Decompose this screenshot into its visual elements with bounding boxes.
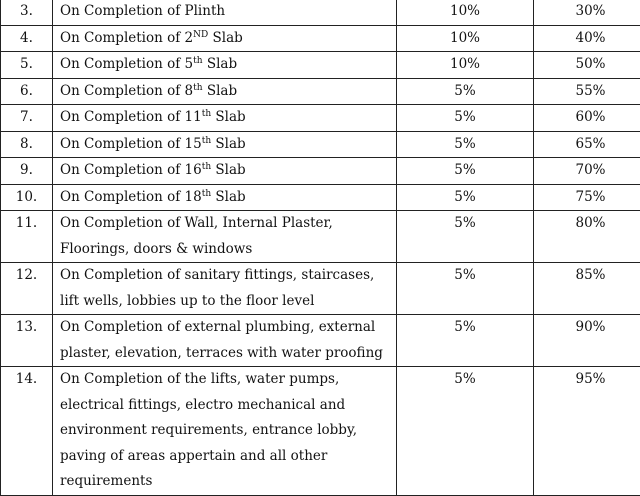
stage-text-main: On Completion of 11 — [60, 109, 202, 125]
stage-description — [53, 105, 397, 132]
row-number: 3. — [1, 0, 53, 25]
row-number: 10. — [1, 184, 53, 211]
stage-text-main: paving of areas appertain and all other — [60, 448, 327, 464]
row-number: 4. — [1, 25, 53, 52]
stage-text-main: electrical fittings, electro mechanical and — [60, 397, 345, 413]
stage-text-main: On Completion of 16 — [60, 162, 202, 178]
stage-text-main: On Completion of Wall, Internal Plaster, — [60, 215, 333, 231]
stage-text-main: On Completion of the lifts, water pumps, — [60, 371, 339, 387]
stage-line — [60, 367, 396, 393]
row-number: 13. — [1, 315, 53, 367]
table-row — [1, 25, 640, 52]
stage-line — [60, 289, 396, 315]
stage-description — [53, 315, 397, 367]
stage-description — [53, 0, 397, 25]
stage-text-rest: Slab — [208, 30, 243, 46]
table-row — [1, 184, 640, 211]
stage-text-sup: th — [193, 56, 202, 66]
stage-text-rest: Slab — [203, 56, 238, 72]
cumulative-percent: 75% — [534, 184, 640, 211]
table-row — [1, 52, 640, 79]
table-row — [1, 367, 640, 496]
stage-line — [60, 315, 396, 341]
stage-description — [53, 184, 397, 211]
installment-percent: 5% — [397, 158, 534, 185]
row-number: 14. — [1, 367, 53, 496]
stage-text-main: On Completion of sanitary fittings, staircases, — [60, 267, 374, 283]
stage-line — [60, 185, 396, 211]
stage-text-main: On Completion of external plumbing, external — [60, 319, 375, 335]
installment-percent: 10% — [397, 0, 534, 25]
stage-text-main: On Completion of 18 — [60, 189, 202, 205]
stage-line — [60, 418, 396, 444]
stage-text-sup: th — [202, 109, 211, 119]
stage-line — [60, 469, 396, 495]
table-row — [1, 315, 640, 367]
installment-percent: 10% — [397, 52, 534, 79]
stage-line — [60, 211, 396, 237]
row-number: 11. — [1, 211, 53, 263]
table-row — [1, 211, 640, 263]
stage-text-rest: Slab — [211, 136, 246, 152]
stage-line — [60, 79, 396, 105]
table-row — [1, 0, 640, 25]
stage-text-sup: th — [202, 162, 211, 172]
installment-percent: 5% — [397, 367, 534, 496]
stage-line — [60, 341, 396, 367]
stage-description — [53, 52, 397, 79]
stage-line — [60, 393, 396, 419]
stage-description — [53, 263, 397, 315]
cumulative-percent: 50% — [534, 52, 640, 79]
installment-percent: 5% — [397, 78, 534, 105]
stage-text-rest: Slab — [211, 189, 246, 205]
cumulative-percent: 65% — [534, 131, 640, 158]
stage-line — [60, 158, 396, 184]
stage-text-rest: Slab — [211, 162, 246, 178]
payment-schedule-body — [1, 0, 640, 495]
table-row — [1, 78, 640, 105]
cumulative-percent: 70% — [534, 158, 640, 185]
stage-text-main: On Completion of 15 — [60, 136, 202, 152]
stage-text-sup: ND — [193, 30, 208, 40]
stage-line — [60, 237, 396, 263]
stage-line — [60, 105, 396, 131]
stage-text-main: requirements — [60, 473, 152, 489]
stage-text-main: plaster, elevation, terraces with water proofing — [60, 345, 383, 361]
table-row — [1, 158, 640, 185]
row-number: 5. — [1, 52, 53, 79]
cumulative-percent: 55% — [534, 78, 640, 105]
table-row — [1, 263, 640, 315]
stage-text-sup: th — [202, 189, 211, 199]
stage-text-main: On Completion of 2 — [60, 30, 193, 46]
stage-text-main: environment requirements, entrance lobby, — [60, 422, 357, 438]
stage-text-main: lift wells, lobbies up to the floor level — [60, 293, 314, 309]
installment-percent: 5% — [397, 184, 534, 211]
stage-line — [60, 26, 396, 52]
cumulative-percent: 95% — [534, 367, 640, 496]
stage-description — [53, 131, 397, 158]
stage-text-sup: th — [193, 83, 202, 93]
row-number: 7. — [1, 105, 53, 132]
stage-text-main: On Completion of 5 — [60, 56, 193, 72]
stage-text-main: Floorings, doors & windows — [60, 241, 252, 257]
stage-line — [60, 52, 396, 78]
table-row — [1, 105, 640, 132]
table-row — [1, 131, 640, 158]
cumulative-percent: 60% — [534, 105, 640, 132]
installment-percent: 5% — [397, 211, 534, 263]
stage-line — [60, 0, 396, 25]
stage-description — [53, 158, 397, 185]
stage-description — [53, 78, 397, 105]
stage-line — [60, 444, 396, 470]
installment-percent: 10% — [397, 25, 534, 52]
row-number: 6. — [1, 78, 53, 105]
installment-percent: 5% — [397, 263, 534, 315]
stage-line — [60, 132, 396, 158]
cumulative-percent: 90% — [534, 315, 640, 367]
installment-percent: 5% — [397, 315, 534, 367]
stage-text-rest: Slab — [203, 83, 238, 99]
cumulative-percent: 85% — [534, 263, 640, 315]
cumulative-percent: 40% — [534, 25, 640, 52]
stage-text-sup: th — [202, 136, 211, 146]
installment-percent: 5% — [397, 105, 534, 132]
row-number: 12. — [1, 263, 53, 315]
stage-text-main: On Completion of 8 — [60, 83, 193, 99]
stage-description — [53, 25, 397, 52]
installment-percent: 5% — [397, 131, 534, 158]
stage-description — [53, 211, 397, 263]
row-number: 9. — [1, 158, 53, 185]
stage-text-rest: Slab — [211, 109, 246, 125]
cumulative-percent: 80% — [534, 211, 640, 263]
cumulative-percent: 30% — [534, 0, 640, 25]
row-number: 8. — [1, 131, 53, 158]
stage-text-main: On Completion of Plinth — [60, 3, 225, 19]
stage-description — [53, 367, 397, 496]
stage-line — [60, 263, 396, 289]
